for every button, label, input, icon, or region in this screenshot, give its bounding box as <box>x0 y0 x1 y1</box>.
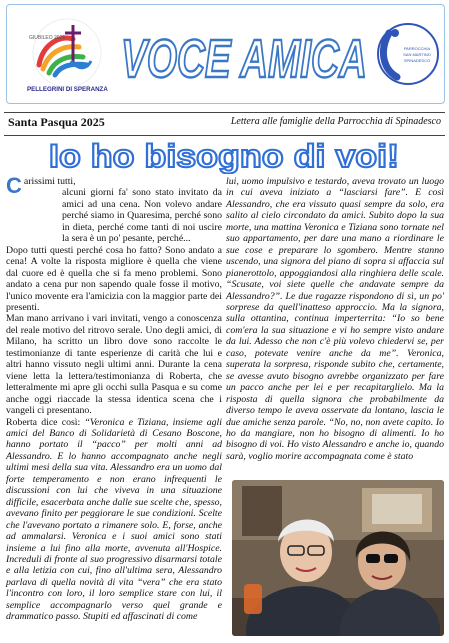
right-column-text: lui, uomo impulsivo e testardo, aveva trovato un luogo in cui aveva iniziato a “lasciarsi fare”. E così Alessandro, che era vissuto quasi sempre da solo, era salito al cielo circondato da amici. Subito dopo la sua morte, una mattina Veronica e Tiziana sono tornate nel suo appartamento, per dare una mano a riordinare le sue cose e preparare lo sgombero. Mentre stanno uscendo, una signora del piano di sopra si affaccia sul pianerottolo, appoggiandosi alla ringhiera delle scale. “Scusate, voi siete quelle che andavate sempre da Alessandro?”. Le due ragazze rispondono di sì, un po' sorprese da quell'inatteso approccio. Ma la signora, sulla ottantina, continua imperterrita: “Io so bene com'era la sua situazione e vi ho sempre visto andare da lui. Adesso che non c'è più volevo chiedervi se, per caso, potevate venire anche da me”. Veronica, superata la sorpresa, risponde subito che, certamente, se avesse avuto bisogno avrebbe organizzato per fare un pacco anche per lei e per recapitarglielo. Ma la risposta di quella signora che probabilmente da diverso tempo le aveva osservate da lontano, lascia le due amiche senza parole. “No, no, non avete capito. Io ho da mangiare, non ho bisogno di alimenti. Io ho bisogno di voi. Ho visto Alessandro e anche io, quando sarà, voglio morire accompagnata come è stato <box>226 176 444 462</box>
article-headline <box>20 134 429 174</box>
greeting <box>6 173 222 198</box>
issue-tagline: Lettera alle famiglie della Parrocchia di Spinadesco <box>230 116 441 127</box>
svg-text:SAN MARTINO: SAN MARTINO <box>403 52 431 57</box>
dropcap: C <box>6 173 22 198</box>
paragraph-1-text: alcuni giorni fa' sono stato invitato da amici ad una cena. Non volevo andare perché siamo in Quaresima, perché sono in dieta, perché come tanti di noi uscire la sera è un po' pesante, perché... <box>62 187 222 245</box>
paragraph-2: Dopo tutti questi perché cosa ho fatto? Sono andato a cena! A volte la risposta migliore è quella che viene dal cuore ed è quella che si fa meno problemi. Sono andato a cena pur non sapendo quale fosse il motivo, l'unico movente era l'amicizia con la maggior parte dei presenti. <box>6 244 222 313</box>
issue-title: Santa Pasqua 2025 <box>8 115 105 129</box>
photo-two-women <box>232 480 444 636</box>
paragraph-3: Man mano arrivano i vari invitati, vengo a conoscenza del reale motivo del ritrovo serale. Uno degli amici, di Milano, ha scritto un libro dove sono raccolte le testimonianze di tante esperienze di carità che lui e altri hanno vissuto negli ultimi anni. Durante la cena viene letta la lettera/testimonianza di Roberta, che letteralmente mi apre gli occhi sulla Pasqua e su come anche oggi riaccade la stessa identica scena che i vangeli ci presentano. <box>6 313 222 417</box>
paragraph-4 <box>6 417 222 623</box>
newsletter-title <box>115 7 373 99</box>
article-column-right <box>226 176 444 462</box>
paragraph-1 <box>6 187 222 244</box>
issue-bar <box>4 112 445 136</box>
parish-logo <box>375 21 441 87</box>
masthead <box>6 4 445 104</box>
svg-text:SPINADESCO: SPINADESCO <box>403 58 431 63</box>
roberta-quote: “Veronica e Tiziana, insieme agli amici del Banco di Solidarietà di Cesano Boscone, hanno portato il “pacco” per molti anni ad Alessandro. E lo hanno accompagnato anche negli ultimi mesi della sua vita. Alessandro era un uomo dal forte temperamento e non erano infrequenti le discussioni con lui che viveva in una situazione difficile, esacerbata anche dalle sue scelte che, spesso, avevano finito per peggiorare le sue condizioni. Scelte che l'avevano portato a rimanere solo. E, forse, anche ad ammalarsi. Veronica e i suoi amici sono stati insieme a lui fino alla morte, avvenuta all'Hospice. Increduli di fronte al suo progressivo disarmarsi totale e alla letizia con cui, fino all'ultima sera, Alessandro parlava di quella novità di vita “vera” che era stato l'incontro con loro, il loro semplice stare con lui, il semplice accompagnarlo verso quel grande e drammatico passo. Stupiti ed affascinati di come <box>6 416 223 623</box>
headline-text: Io ho bisogno di voi! <box>49 138 400 174</box>
svg-text:PARROCCHIA: PARROCCHIA <box>403 46 431 51</box>
greeting-text: arissimi tutti, <box>23 176 76 187</box>
title-text: VOCE AMICA <box>121 29 367 89</box>
roberta-intro: Roberta dice così: <box>6 416 85 428</box>
logo-left-text: GIUBILEO 2025 <box>29 35 66 41</box>
article-column-left <box>6 173 223 623</box>
jubilee-logo <box>21 13 113 95</box>
logo-left-caption: PELLEGRINI DI SPERANZA <box>27 86 108 93</box>
